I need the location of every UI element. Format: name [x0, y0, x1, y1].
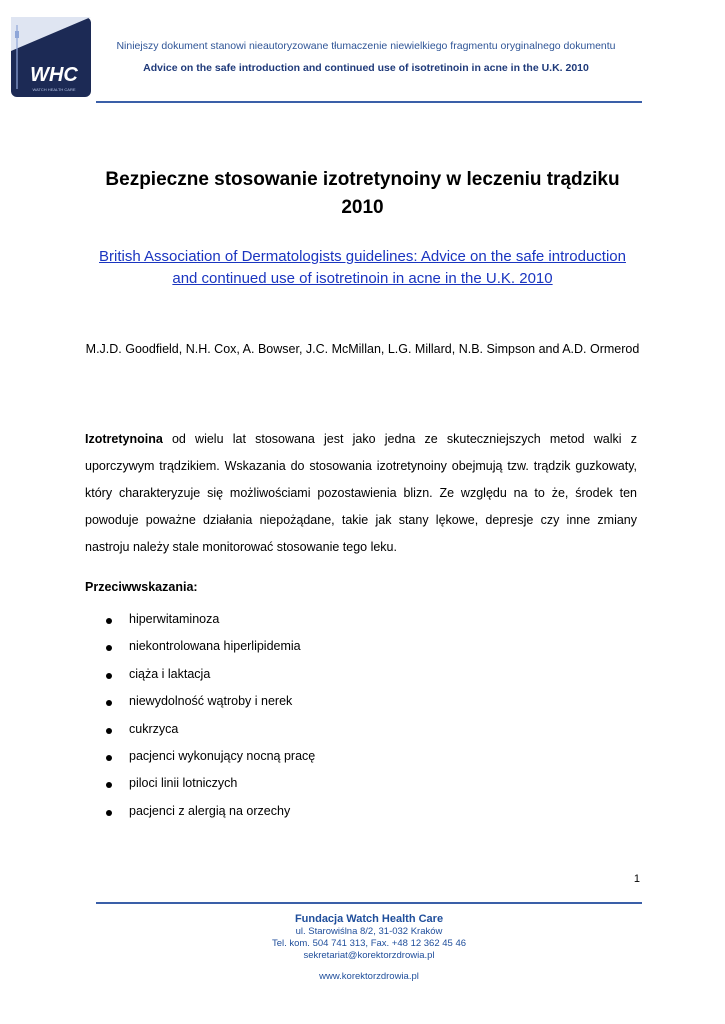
- bullet-icon: [106, 700, 112, 706]
- logo-text: WHC: [30, 64, 78, 86]
- bullet-icon: [106, 673, 112, 679]
- title-line-1: Bezpieczne stosowanie izotretynoiny w leczeniu trądziku: [105, 169, 620, 190]
- guidelines-link[interactable]: British Association of Dermatologists guidelines: Advice on the safe introduction and continued use of isotretinoin in acne in the U.K. 2010: [99, 248, 626, 287]
- list-item: pacjenci wykonujący nocną pracę: [85, 743, 315, 770]
- list-item: piloci linii lotniczych: [85, 770, 315, 797]
- footer: [96, 912, 642, 983]
- bullet-icon: [106, 618, 112, 624]
- footer-email[interactable]: sekretariat@korektorzdrowia.pl: [303, 950, 435, 961]
- bullet-icon: [106, 645, 112, 651]
- list-item: ciąża i laktacja: [85, 661, 315, 688]
- contraindications-list: [85, 606, 315, 825]
- translation-note: Niniejszy dokument stanowi nieautoryzowane tłumaczenie niewielkiego fragmentu oryginalnego dokumentu: [116, 40, 616, 52]
- document-title: [85, 166, 640, 222]
- bullet-icon: [106, 810, 112, 816]
- footer-org: Fundacja Watch Health Care: [294, 913, 444, 925]
- list-item: niewydolność wątroby i nerek: [85, 688, 315, 715]
- contraindications-heading: Przeciwwskazania:: [85, 580, 198, 594]
- whc-logo: [11, 17, 91, 97]
- list-item: hiperwitaminoza: [85, 606, 315, 633]
- list-item: pacjenci z alergią na orzechy: [85, 798, 315, 825]
- intro-paragraph: [85, 426, 637, 561]
- authors: M.J.D. Goodfield, N.H. Cox, A. Bowser, J.C. McMillan, L.G. Millard, N.B. Simpson and A.D. Ormerod: [85, 342, 640, 356]
- logo-subtext: WATCH HEALTH CARE: [32, 87, 76, 92]
- footer-website[interactable]: www.korektorzdrowia.pl: [319, 971, 419, 982]
- header-divider: [96, 101, 642, 103]
- title-line-2: 2010: [341, 197, 384, 218]
- list-item: cukrzyca: [85, 716, 315, 743]
- list-item: niekontrolowana hiperlipidemia: [85, 633, 315, 660]
- page-number: 1: [633, 873, 640, 885]
- footer-divider: [96, 902, 642, 904]
- footer-phone: Tel. kom. 504 741 313, Fax. +48 12 362 45 46: [271, 938, 467, 949]
- bullet-icon: [106, 728, 112, 734]
- intro-text: od wielu lat stosowana jest jako jedna ze skuteczniejszych metod walki z uporczywym trądzikiem. Wskazania do stosowania izotretynoiny obejmują tzw. trądzik guzkowaty, który charakteryzuje się możliwościami pozostawienia blizn. Ze względu na to że, środek ten powoduje poważne działania niepożądane, takie jak stany lękowe, depresje czy inne zmiany nastroju należy stale monitorować stosowanie tego leku.: [85, 432, 637, 554]
- footer-address: ul. Starowiślna 8/2, 31-032 Kraków: [295, 926, 443, 937]
- intro-bold-term: Izotretynoina: [85, 432, 163, 446]
- bullet-icon: [106, 755, 112, 761]
- bullet-icon: [106, 782, 112, 788]
- original-document-title: Advice on the safe introduction and continued use of isotretinoin in acne in the U.K. 2010: [143, 62, 589, 74]
